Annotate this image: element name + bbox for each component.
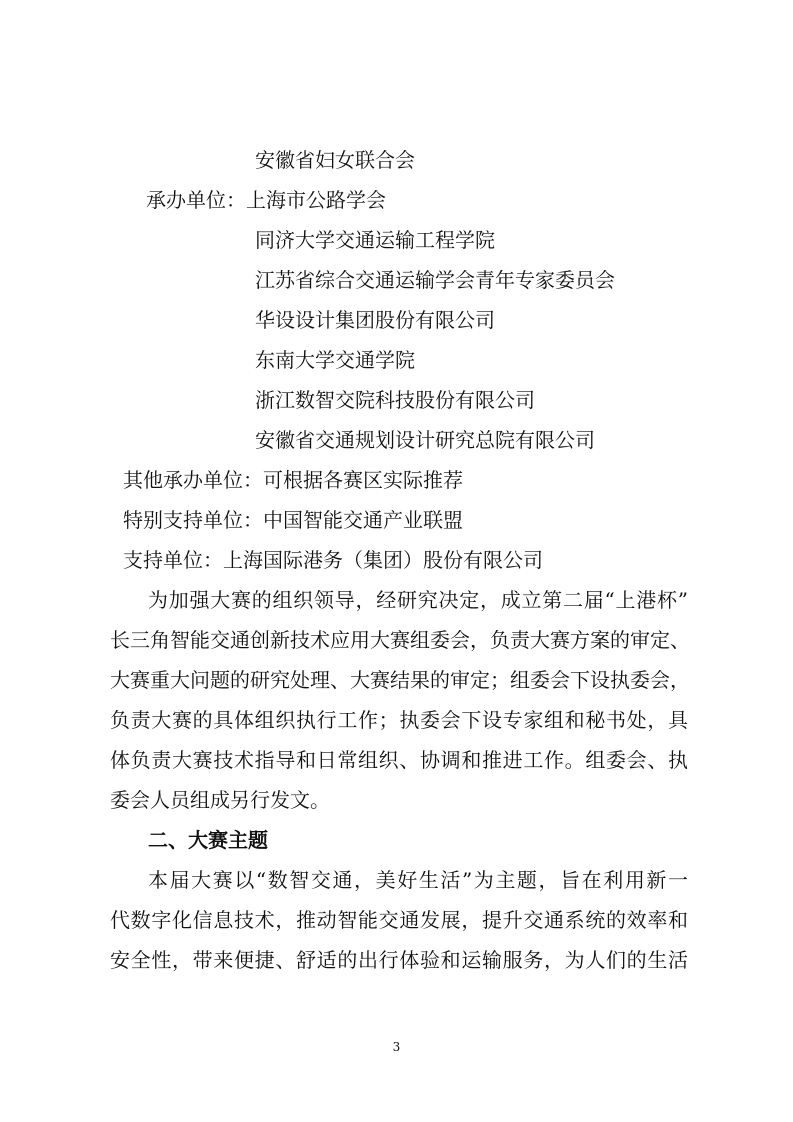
organizer-line: 承办单位：上海市公路学会 [146,188,386,212]
org-line: 同济大学交通运输工程学院 [255,228,495,252]
paragraph-line: 负责大赛的具体组织执行工作；执委会下设专家组和秘书处，具 [110,708,688,732]
org-line: 江苏省综合交通运输学会青年专家委员会 [255,268,615,292]
special-support-line: 特别支持单位：中国智能交通产业联盟 [123,508,463,532]
org-line: 安徽省交通规划设计研究总院有限公司 [255,428,595,452]
org-line: 浙江数智交院科技股份有限公司 [255,388,535,412]
org-line: 安徽省妇女联合会 [255,148,415,172]
paragraph-line: 大赛重大问题的研究处理、大赛结果的审定；组委会下设执委会， [110,668,690,692]
paragraph-line: 委会人员组成另行发文。 [110,788,330,812]
paragraph-line: 本届大赛以“数智交通，美好生活”为主题，旨在利用新一 [148,868,688,892]
support-line: 支持单位：上海国际港务（集团）股份有限公司 [123,548,543,572]
paragraph-line: 代数字化信息技术，推动智能交通发展，提升交通系统的效率和 [110,908,688,932]
org-line: 华设设计集团股份有限公司 [255,308,495,332]
section-heading: 二、大赛主题 [148,828,268,852]
paragraph-line: 长三角智能交通创新技术应用大赛组委会，负责大赛方案的审定、 [110,628,690,652]
paragraph-line: 体负责大赛技术指导和日常组织、协调和推进工作。组委会、执 [110,748,688,772]
org-line: 东南大学交通学院 [255,348,415,372]
paragraph-line: 为加强大赛的组织领导，经研究决定，成立第二届“上港杯” [148,588,688,612]
paragraph-line: 安全性，带来便捷、舒适的出行体验和运输服务，为人们的生活 [110,948,688,972]
other-organizers-line: 其他承办单位：可根据各赛区实际推荐 [123,468,463,492]
page-number: 3 [392,1040,401,1054]
